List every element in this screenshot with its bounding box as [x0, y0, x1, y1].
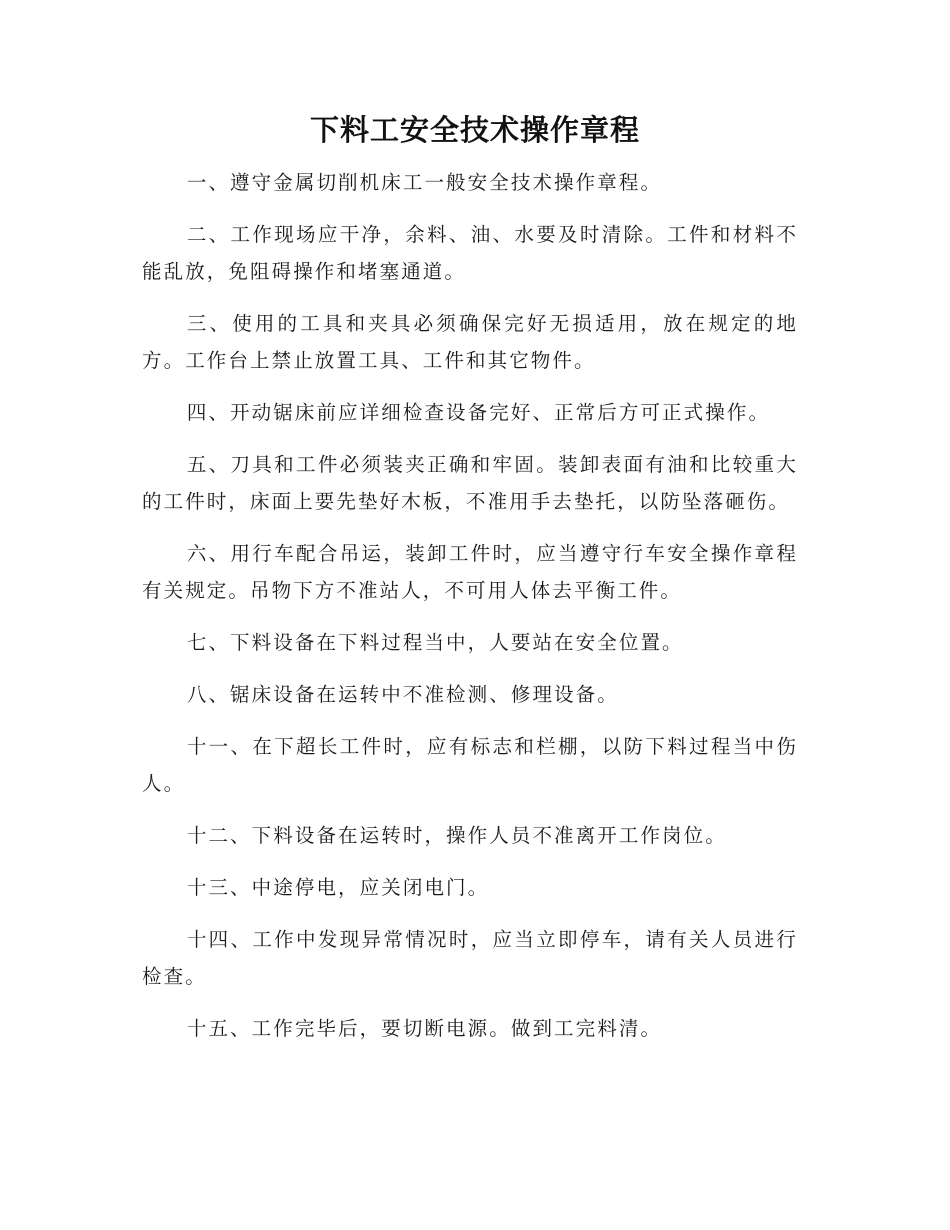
paragraph-8: 八、锯床设备在运转中不准检测、修理设备。	[186, 683, 619, 706]
paragraph-12: 十二、下料设备在运转时，操作人员不准离开工作岗位。	[186, 824, 727, 847]
paragraph-2: 二、工作现场应干净，余料、油、水要及时清除。工件和材料不能乱放，免阻碍操作和堵塞通道。	[142, 223, 798, 283]
paragraph-14: 十四、工作中发现异常情况时，应当立即停车，请有关人员进行检查。	[142, 928, 798, 988]
document-title: 下料工安全技术操作章程	[309, 113, 640, 147]
document-body	[142, 164, 798, 1062]
paragraph-15: 十五、工作完毕后，要切断电源。做到工完料清。	[186, 1017, 663, 1040]
paragraph-3: 三、使用的工具和夹具必须确保完好无损适用，放在规定的地方。工作台上禁止放置工具、工件和其它物件。	[142, 312, 798, 372]
paragraph-6: 六、用行车配合吊运，装卸工件时，应当遵守行车安全操作章程有关规定。吊物下方不准站人，不可用人体去平衡工件。	[142, 542, 798, 602]
paragraph-1: 一、遵守金属切削机床工一般安全技术操作章程。	[186, 171, 663, 194]
paragraph-4: 四、开动锯床前应详细检查设备完好、正常后方可正式操作。	[186, 401, 771, 424]
paragraph-5: 五、刀具和工件必须装夹正确和牢固。装卸表面有油和比较重大的工件时，床面上要先垫好木板，不准用手去垫托，以防坠落砸伤。	[142, 453, 798, 513]
paragraph-7: 七、下料设备在下料过程当中，人要站在安全位置。	[186, 631, 684, 654]
paragraph-13: 十三、中途停电，应关闭电门。	[186, 876, 490, 899]
paragraph-11: 十一、在下超长工件时，应有标志和栏棚，以防下料过程当中伤人。	[142, 735, 798, 795]
